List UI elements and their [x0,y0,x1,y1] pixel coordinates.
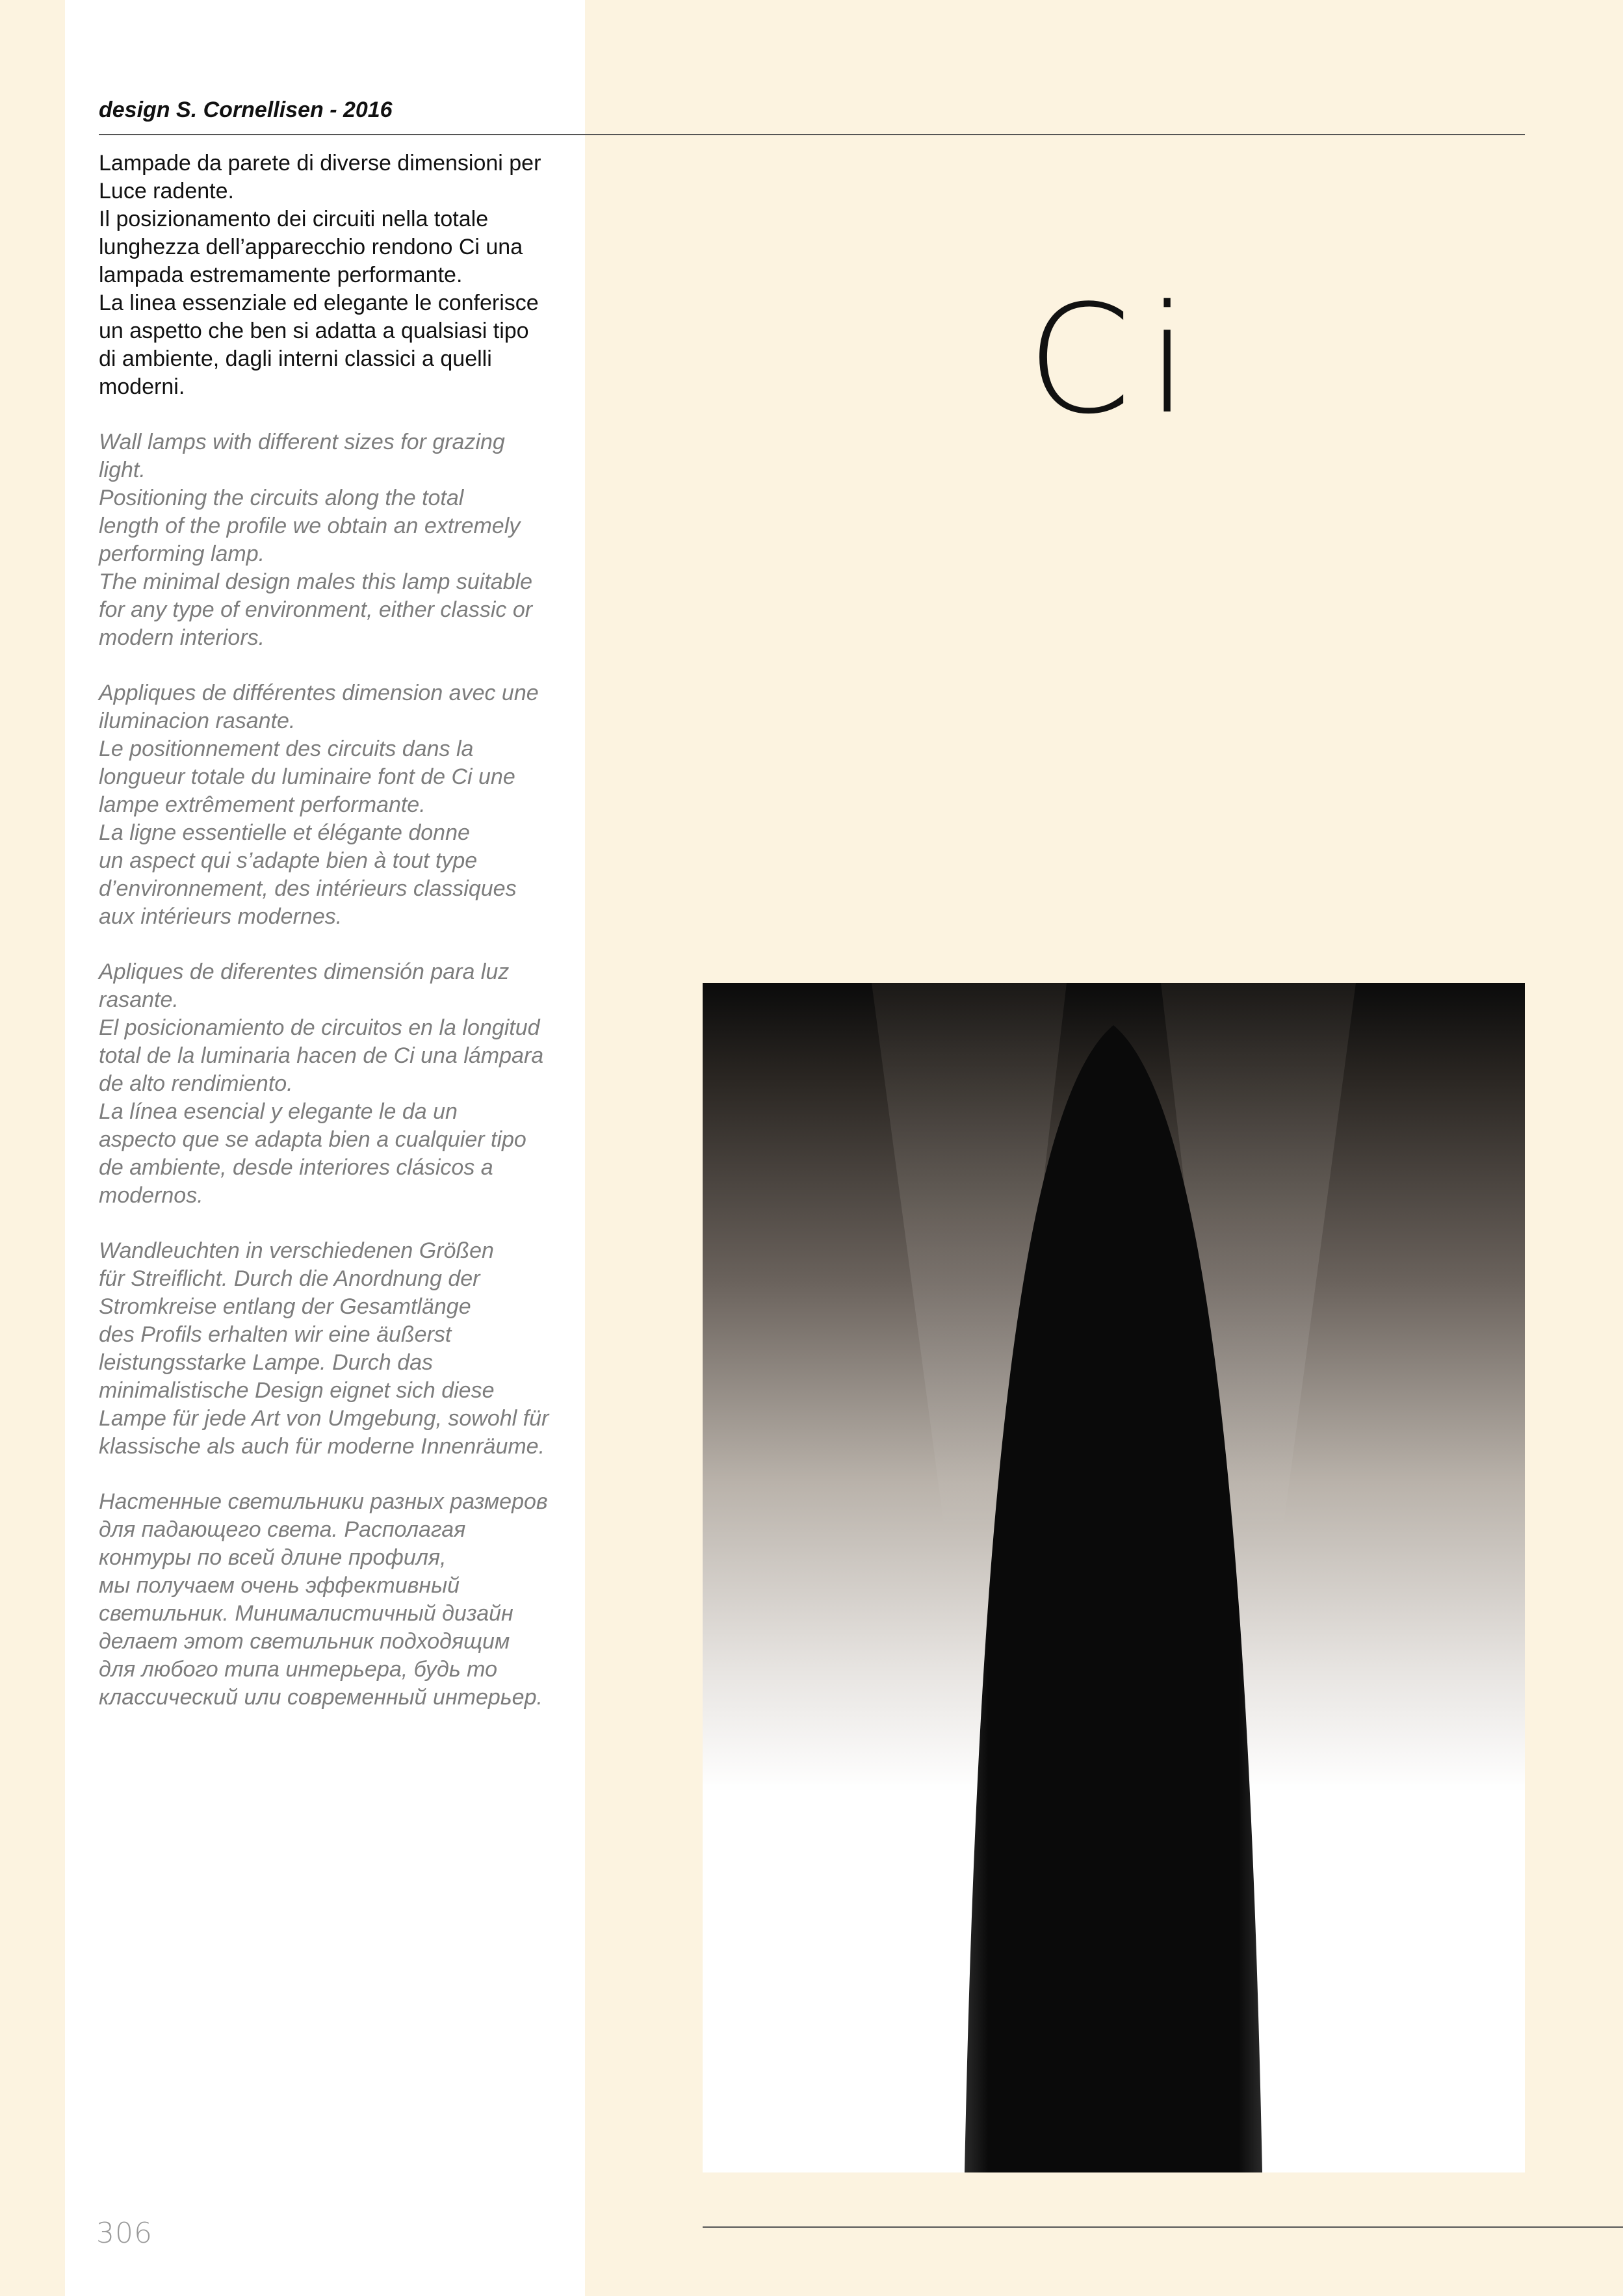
description-english [99,428,567,652]
text-line: Il posizionamento dei circuiti nella totale [99,207,489,231]
text-line: de alto rendimiento. [99,1071,293,1096]
text-line: modernos. [99,1183,203,1208]
text-line: The minimal design males this lamp suitable [99,569,533,594]
text-line: классический или современный интерьер. [99,1685,543,1710]
text-line: Lampade da parete di diverse dimensioni per [99,151,541,176]
product-photo [703,983,1525,2172]
text-line: Positioning the circuits along the total [99,486,464,510]
text-line: length of the profile we obtain an extremely [99,514,521,538]
text-line: Appliques de différentes dimension avec une [99,681,539,705]
page-number: 306 [96,2217,153,2250]
text-line: un aspetto che ben si adatta a qualsiasi tipo [99,319,529,343]
design-credit: design S. Cornellisen - 2016 [99,98,393,122]
text-line: iluminacion rasante. [99,709,296,733]
text-line: modern interiors. [99,625,265,650]
description-italian [99,150,567,401]
text-line: делает этот светильник подходящим [99,1629,510,1654]
text-line: un aspect qui s’adapte bien à tout type [99,848,478,873]
text-line: für Streiflicht. Durch die Anordnung der [99,1266,480,1291]
text-line: di ambiente, dagli interni classici a quelli [99,346,492,371]
description-french [99,679,567,931]
product-name: Ci [1027,274,1204,447]
text-line: aux intérieurs modernes. [99,904,343,929]
footer-divider [703,2226,1623,2228]
text-line: rasante. [99,987,179,1012]
description-column [99,150,567,1739]
text-line: La línea esencial y elegante le da un [99,1099,458,1124]
text-line: for any type of environment, either classic or [99,597,533,622]
text-line: de ambiente, desde interiores clásicos a [99,1155,493,1180]
text-line: Luce radente. [99,179,234,203]
text-line: longueur totale du luminaire font de Ci une [99,764,515,789]
text-line: total de la luminaria hacen de Ci una lámpara [99,1043,544,1068]
text-line: Wandleuchten in verschiedenen Größen [99,1238,494,1263]
text-line: мы получаем очень эффективный [99,1573,460,1598]
text-line: Stromkreise entlang der Gesamtlänge [99,1294,471,1319]
text-line: light. [99,458,146,482]
text-line: светильник. Минималистичный дизайн [99,1601,513,1626]
text-line: La linea essenziale ed elegante le conferisce [99,291,539,315]
header-divider [99,134,1525,135]
text-line: moderni. [99,374,185,399]
text-line: d’environnement, des intérieurs classiques [99,876,517,901]
description-russian [99,1488,567,1712]
text-line: Wall lamps with different sizes for grazing [99,430,505,454]
text-line: klassische als auch für moderne Innenräume. [99,1434,545,1459]
description-german [99,1237,567,1461]
text-line: Apliques de diferentes dimensión para luz [99,959,510,984]
text-line: Le positionnement des circuits dans la [99,737,474,761]
text-line: Lampe für jede Art von Umgebung, sowohl für [99,1406,549,1431]
text-line: lampada estremamente performante. [99,263,463,287]
text-line: для падающего света. Располагая [99,1517,466,1542]
text-line: performing lamp. [99,541,265,566]
description-spanish [99,958,567,1210]
text-line: minimalistische Design eignet sich diese [99,1378,495,1403]
text-line: El posicionamiento de circuitos en la longitud [99,1015,540,1040]
text-line: для любого типа интерьера, будь то [99,1657,497,1682]
text-line: lampe extrêmement performante. [99,792,426,817]
text-line: контуры по всей длине профиля, [99,1545,447,1570]
text-line: Настенные светильники разных размеров [99,1489,548,1514]
text-line: lunghezza dell’apparecchio rendono Ci una [99,235,523,259]
text-line: aspecto que se adapta bien a cualquier tipo [99,1127,526,1152]
text-line: des Profils erhalten wir eine äußerst [99,1322,452,1347]
text-line: leistungsstarke Lampe. Durch das [99,1350,434,1375]
text-line: La ligne essentielle et élégante donne [99,820,470,845]
